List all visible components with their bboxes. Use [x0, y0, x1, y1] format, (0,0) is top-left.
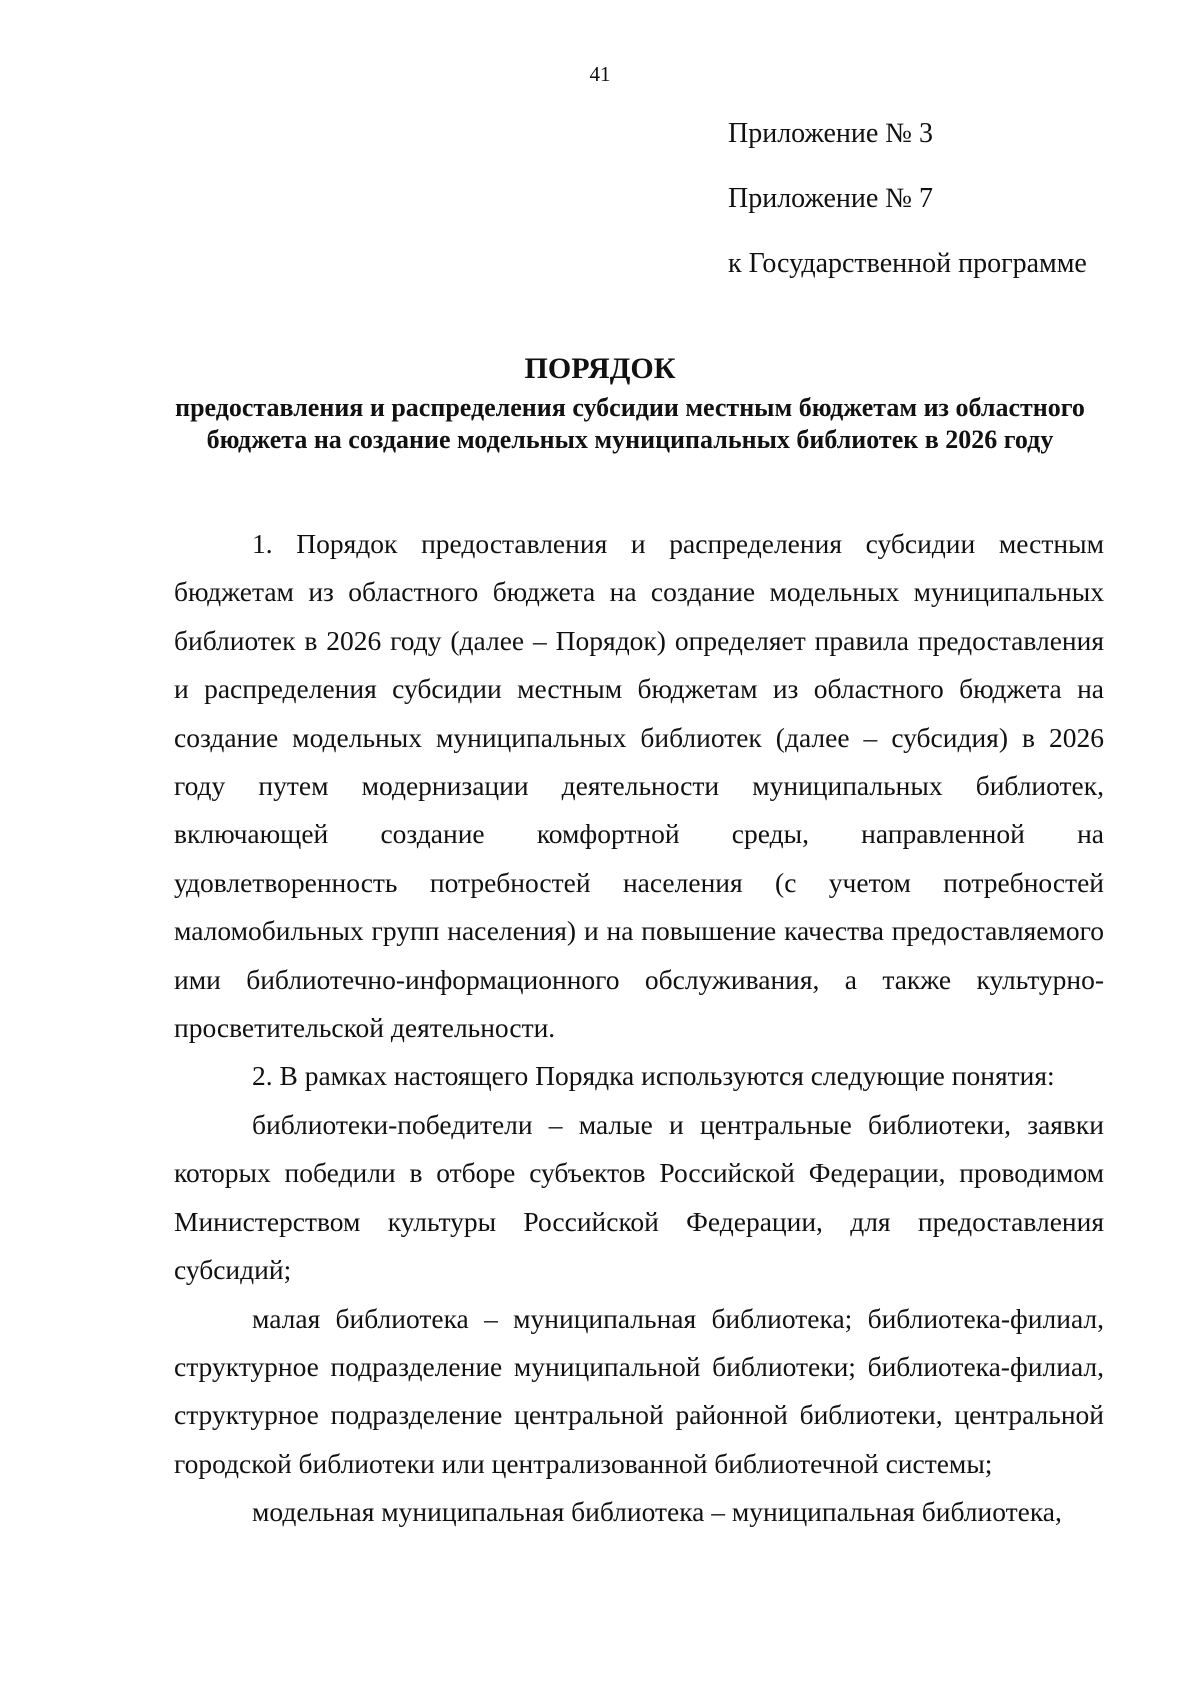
- paragraph-5: модельная муниципальная библиотека – муниципальная библиотека,: [252, 1496, 1062, 1528]
- page-number: 41: [589, 62, 611, 86]
- paragraph-4: малая библиотека – муниципальная библиотека; библиотека-филиал, структурное подразделение муниципальной библиотеки; библиотека-филиал, структурное подразделение центральной районной библиотеки, центральной городской библиотеки или централизованной библиотечной системы;: [174, 1302, 1104, 1479]
- document-title: ПОРЯДОК: [524, 352, 676, 385]
- appendix-line-1: Приложение № 3: [728, 118, 933, 149]
- paragraph-3: библиотеки-победители – малые и центральные библиотеки, заявки которых победили в отборе субъектов Российской Федерации, проводимом Министерством культуры Российской Федерации, для предоставления субсидий;: [174, 1108, 1104, 1286]
- document-body: [174, 520, 1104, 1537]
- document-subtitle: предоставления и распределения субсидии местным бюджетам из областного бюджета на создание модельных муниципальных библиотек в 2026 году: [175, 393, 1085, 454]
- paragraph-1: 1. Порядок предоставления и распределения субсидии местным бюджетам из областного бюджета на создание модельных муниципальных библиотек в 2026 году (далее – Порядок) определяет правила предоставления и распределения субсидии местным бюджетам из областного бюджета на создание модельных муниципальных библиотек (далее – субсидия) в 2026 году путем модернизации деятельности муниципальных библиотек, включающей создание комфортной среды, направленной на удовлетворенность потребностей населения (с учетом потребностей маломобильных групп населения) и на повышение качества предоставляемого ими библиотечно-информационного обслуживания, а также культурно-просветительской деятельности.: [174, 528, 1104, 1044]
- appendix-line-3: к Государственной программе: [728, 248, 1087, 279]
- appendix-line-2: Приложение № 7: [728, 183, 933, 214]
- paragraph-2: 2. В рамках настоящего Порядка используются следующие понятия:: [252, 1060, 1055, 1092]
